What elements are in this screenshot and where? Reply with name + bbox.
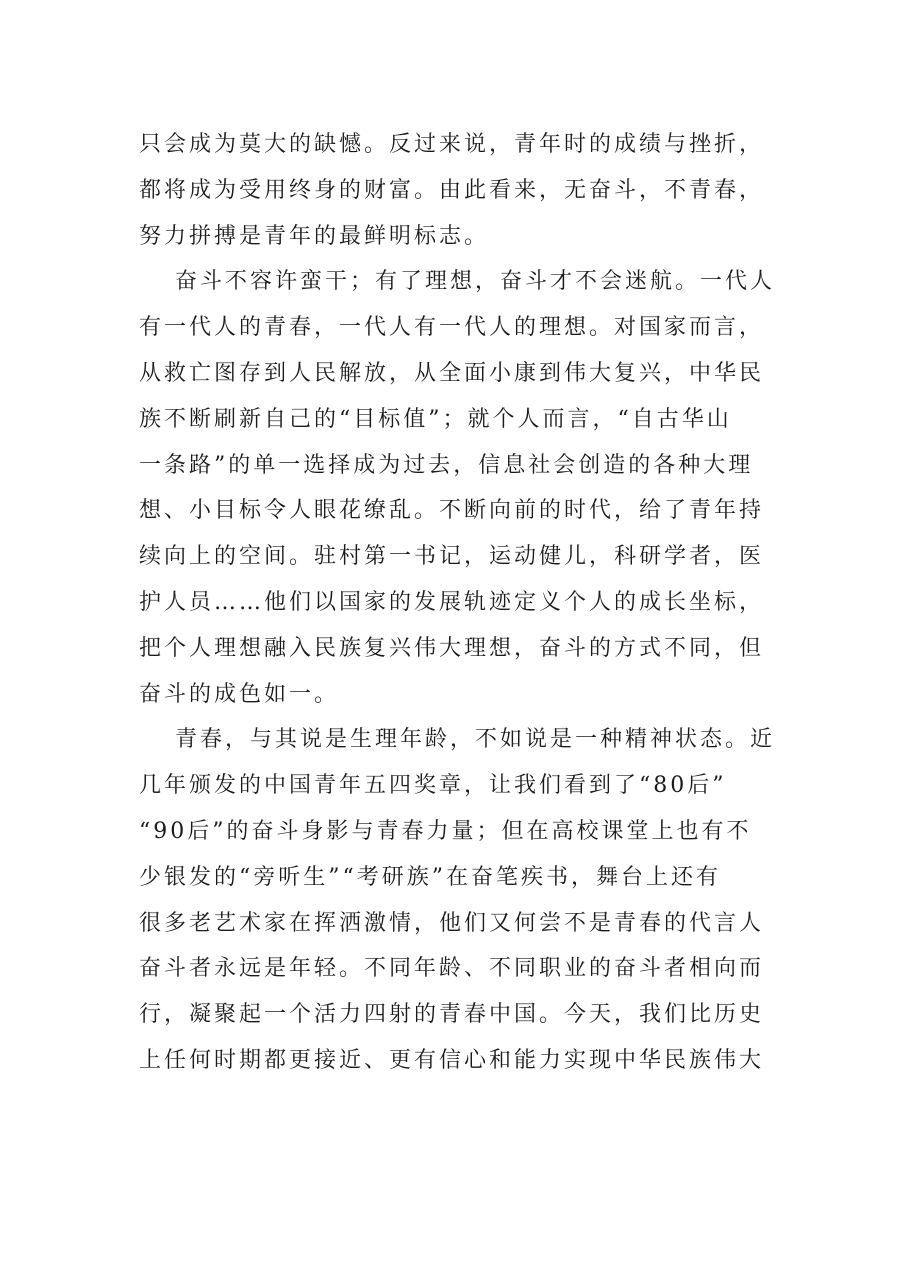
text-line: 很多老艺术家在挥洒激情，他们又何尝不是青春的代言人: [139, 910, 765, 936]
text-line: 奋斗的成色如一。: [139, 681, 340, 707]
text-line: 努力拼搏是青年的最鲜明标志。: [139, 223, 490, 249]
paragraph-start-line: 青春，与其说是生理年龄，不如说是一种精神状态。近: [175, 727, 776, 753]
text-line: 想、小目标令人眼花缭乱。不断向前的时代，给了青年持: [139, 498, 765, 524]
text-line: 续向上的空间。驻村第一书记，运动健儿，科研学者，医: [139, 544, 765, 570]
text-line: 把个人理想融入民族复兴伟大理想，奋斗的方式不同，但: [139, 635, 765, 661]
text-line: 护人员……他们以国家的发展轨迹定义个人的成长坐标，: [139, 589, 765, 615]
text-line: 一条路”的单一选择成为过去，信息社会创造的各种大理: [139, 452, 754, 478]
paragraph-start-line: 奋斗不容许蛮干；有了理想，奋斗才不会迷航。一代人: [175, 269, 776, 295]
text-line: 从救亡图存到人民解放，从全面小康到伟大复兴，中华民: [139, 360, 765, 386]
text-line: 行，凝聚起一个活力四射的青春中国。今天，我们比历史: [139, 1002, 765, 1028]
text-line: 上任何时期都更接近、更有信心和能力实现中华民族伟大: [139, 1047, 765, 1073]
text-line: 少银发的“旁听生”“考研族”在奋笔疾书，舞台上还有: [139, 864, 721, 890]
text-line: 族不断刷新自己的“目标值”；就个人而言，“自古华山: [139, 406, 732, 432]
body-text: [139, 122, 779, 1084]
text-line: 有一代人的青春，一代人有一代人的理想。对国家而言，: [139, 315, 765, 341]
text-line: “90后”的奋斗身影与青春力量；但在高校课堂上也有不: [139, 818, 752, 844]
text-line: 只会成为莫大的缺憾。反过来说，青年时的成绩与挫折，: [139, 132, 765, 157]
text-line: 几年颁发的中国青年五四奖章，让我们看到了“80后”: [139, 773, 727, 799]
text-line: 都将成为受用终身的财富。由此看来，无奋斗，不青春，: [139, 177, 765, 203]
text-line: 奋斗者永远是年轻。不同年龄、不同职业的奋斗者相向而: [139, 956, 765, 982]
